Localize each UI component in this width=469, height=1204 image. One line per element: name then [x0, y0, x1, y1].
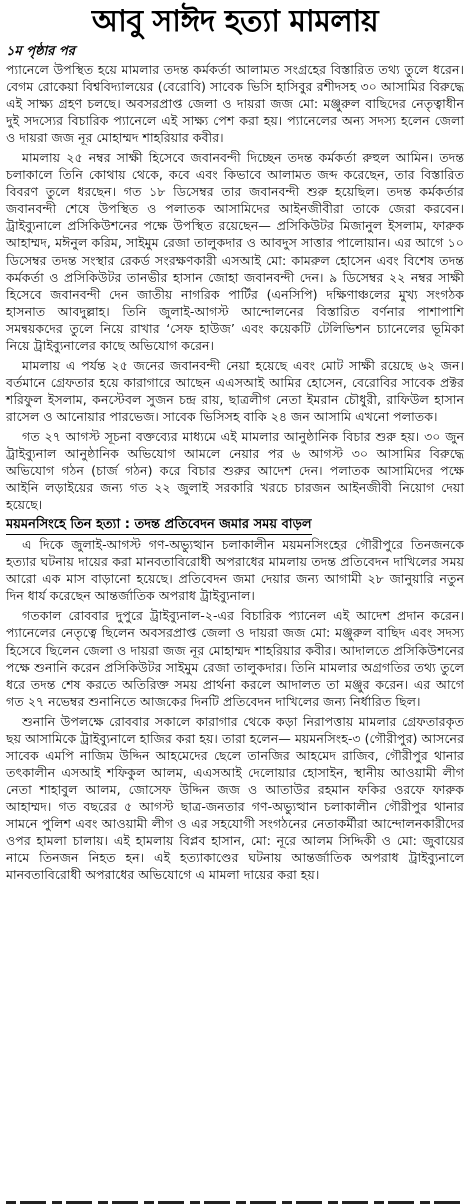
body-paragraph: মামলায় এ পর্যন্ত ২৫ জনের জবানবন্দী নেয়া হয়েছে এবং মোট সাক্ষী রয়েছে ৬২ জন। বর্তমানে গ্রেফতার হয়ে কারাগারে আছেন এএসআই আমির হোসেন, বেরোবির সাবেক প্রক্টর শরিফুল ইসলাম, কনস্টেবল সুজন চন্দ্র রায়, ছাত্রলীগ নেতা ইমরান চৌধুরী, রাফিউল হাসান রাসেল ও আনোয়ার পারভেজ। সাবেক ভিসিসহ বাকি ২৪ জন আসামি এখনো পলাতক।: [6, 357, 464, 424]
body-paragraph: মামলায় ২৫ নম্বর সাক্ষী হিসেবে জবানবন্দী দিচ্ছেন তদন্ত কর্মকর্তা রুহুল আমিন। তদন্ত চলাকালে তিনি কোথায় থেকে, কবে এবং কিভাবে আলামত জব্দ করেছেন, তার বিস্তারিত বিবরণ তুলে ধরছেন। গত ১৮ ডিসেম্বর তার জবানবন্দী শুরু হয়েছিল। তদন্ত কর্মকর্তার জবানবন্দী শেষে উপস্থিত ও পলাতক আসামিদের আইনজীবীরা তাকে জেরা করবেন। ট্রাইব্যুনালে প্রসিকিউশনের পক্ষে উপস্থিত রয়েছেন— প্রসিকিউটর মিজানুল ইসলাম, ফারুক আহাম্মদ, মঈনুল করিম, সাইমুম রেজা তালুকদার ও আবদুস সাত্তার পালোয়ান। এর আগে ১০ ডিসেম্বর তদন্ত সংস্থার রেকর্ড সংরক্ষণকারী এসআই মো: কামরুল হোসেন এবং বিশেষ তদন্ত কর্মকর্তা ও প্রসিকিউটর তানভীর হাসান জোহা জবানবন্দী দেন। ৯ ডিসেম্বর ২২ নম্বর সাক্ষী হিসেবে জবানবন্দী দেন জাতীয় নাগরিক পার্টির (এনসিপি) দক্ষিণাঞ্চলের মুখ্য সংগঠক হাসনাত আবদুল্লাহ। তিনি জুলাই-আগস্ট আন্দোলনের বিস্তারিত বর্ণনার পাশাপাশি সমন্বয়কদের তুলে নিয়ে রাখার ‘সেফ হাউজ’ এবং কয়েকটি টেলিভিশন চ্যানেলের ভূমিকা নিয়ে ট্রাইব্যুনালের কাছে অভিযোগ করেন।: [6, 150, 464, 353]
body-paragraph: প্যানেলে উপস্থিত হয়ে মামলার তদন্ত কর্মকর্তা আলামত সংগ্রহের বিস্তারিত তথ্য তুলে ধরেন। বেগম রোকেয়া বিশ্ববিদ্যালয়ের (বেরোবি) সাবেক ভিসি হাসিবুর রশীদসহ ৩০ আসামির বিরুদ্ধে এই সাক্ষ্য গ্রহণ চলছে। অবসরপ্রাপ্ত জেলা ও দায়রা জজ মো: মঞ্জুরুল বাছিদের নেতৃত্বাধীন দুই সদস্যের বিচারিক প্যানেলে এই সাক্ষ্য পেশ করা হয়। প্যানেলের অন্য সদস্য হলেন জেলা ও দায়রা জজ নূর মোহাম্মদ শাহরিয়ার কবীর।: [6, 62, 464, 146]
body-paragraph: শুনানি উপলক্ষে রোববার সকালে কারাগার থেকে কড়া নিরাপত্তায় মামলার গ্রেফতারকৃত ছয় আসামিকে ট্রাইব্যুনালে হাজির করা হয়। তারা হলেন— ময়মনসিংহ-৩ (গৌরীপুর) আসনের সাবেক এমপি নাজিম উদ্দিন আহমেদের ছেলে তানজির আহমেদ রাজিব, গৌরীপুর থানার তৎকালীন এসআই শফিকুল আলম, এএসআই দেলোয়ার হোসাইন, স্থানীয় আওয়ামী লীগ নেতা শাহাবুল আলম, জোসেফ উদ্দিন জজ ও আতাউর রহমান ফকির ওরফে ফারুক আহাম্মদ। গত বছরের ৫ আগস্ট ছাত্র-জনতার গণ-অভ্যুত্থান চলাকালীন গৌরীপুর থানার সামনে পুলিশ এবং আওয়ামী লীগ ও এর সহযোগী সংগঠনের নেতাকর্মীরা আন্দোলনকারীদের ওপর হামলা চালায়। এই হামলায় বিপ্লব হাসান, মো: নূরে আলম সিদ্দিকী ও মো: জুবায়ের নামে তিনজন নিহত হন। এই হত্যাকাণ্ডের ঘটনায় আন্তর্জাতিক অপরাধ ট্রাইব্যুনালে মানবতাবিরোধী অপরাধের অভিযোগে এ মামলা দায়ের করা হয়।: [6, 713, 464, 883]
clipping-cut-edge: [6, 1198, 464, 1204]
body-paragraph: গতকাল রোববার দুপুরে ট্রাইব্যুনাল-২-এর বিচারিক প্যানেল এই আদেশ প্রদান করেন। প্যানেলের নেতৃত্বে ছিলেন অবসরপ্রাপ্ত জেলা ও দায়রা জজ মো: মঞ্জুরুল বাছিদ এবং সদস্য হিসেবে ছিলেন জেলা ও দায়রা জজ নূর মোহাম্মদ শাহরিয়ার কবীর। আদালতে প্রসিকিউশনের পক্ষে শুনানি করেন প্রসিকিউটর সাইমুম রেজা তালুকদার। তিনি মামলার অগ্রগতির তথ্য তুলে ধরে তদন্ত শেষ করতে অতিরিক্ত সময় প্রার্থনা করলে আদালত তা মঞ্জুর করেন। এর আগে গত ২৭ নভেম্বর শুনানিতে আজকের দিনটি প্রতিবেদন দাখিলের জন্য নির্ধারিত ছিল।: [6, 608, 464, 709]
headline: আবু সাঈদ হত্যা মামলায়: [91, 4, 379, 39]
continued-from-label: ১ম পৃষ্ঠার পর: [6, 44, 75, 59]
body-paragraph: এ দিকে জুলাই-আগস্ট গণ-অভ্যুত্থান চলাকালীন ময়মনসিংহের গৌরীপুরে তিনজনকে হত্যার ঘটনায় দায়ের করা মানবতাবিরোধী অপরাধের মামলায় তদন্ত প্রতিবেদন দাখিলের সময় আরো এক মাস বাড়ানো হয়েছে। প্রতিবেদন জমা দেয়ার জন্য আগামী ২৮ জানুয়ারি নতুন দিন ধার্য করেছেন আন্তর্জাতিক অপরাধ ট্রাইব্যুনাল।: [6, 537, 464, 604]
section-subheading: ময়মনসিংহে তিন হত্যা : তদন্ত প্রতিবেদন জমার সময় বাড়ল: [6, 516, 312, 535]
body-paragraph: গত ২৭ আগস্ট সূচনা বক্তব্যের মাধ্যমে এই মামলার আনুষ্ঠানিক বিচার শুরু হয়। ৩০ জুন ট্রাইব্যুনাল আনুষ্ঠানিক অভিযোগ আমলে নেয়ার পর ৬ আগস্ট ৩০ আসামির বিরুদ্ধে অভিযোগ গঠন (চার্জ গঠন) করে বিচার শুরুর আদেশ দেন। পলাতক আসামিদের পক্ষে আইনি লড়াইয়ের জন্য গত ২২ জুলাই সরকারি খরচে চারজন আইনজীবী নিয়োগ দেয়া হয়েছে।: [6, 428, 464, 513]
